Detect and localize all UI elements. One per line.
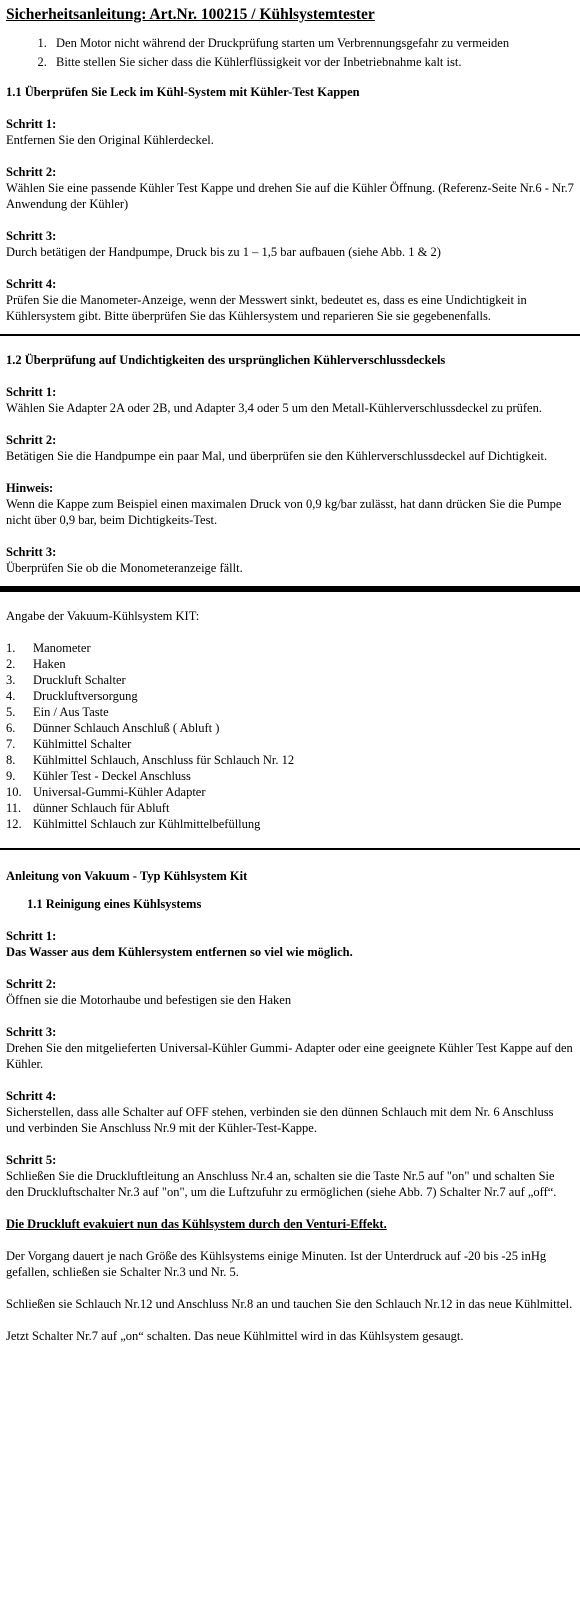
list-item-text: Haken [33, 657, 66, 671]
step-block [6, 228, 574, 260]
step-label: Schritt 2: [6, 433, 57, 447]
document-title: Sicherheitsanleitung: Art.Nr. 100215 / Kühlsystemtester [6, 6, 375, 23]
safety-item: 1. Den Motor nicht während der Druckprüfung starten um Verbrennungsgefahr zu vermeiden [50, 35, 574, 51]
step-block [6, 276, 574, 324]
divider [0, 848, 580, 850]
step-block [6, 164, 574, 212]
list-item-text: Kühlmittel Schlauch zur Kühlmittelbefüllung [33, 817, 261, 831]
list-item [6, 816, 574, 832]
list-item [6, 800, 574, 816]
step-block [6, 1024, 574, 1072]
list-item-number: 5. [6, 705, 16, 719]
step-block [6, 432, 574, 464]
list-item-text: Kühlmittel Schalter [33, 737, 132, 751]
step-label: Schritt 5: [6, 1153, 57, 1167]
step-label: Schritt 1: [6, 117, 57, 131]
step-text: Das Wasser aus dem Kühlersystem entfernen so viel wie möglich. [6, 945, 353, 959]
step-block [6, 976, 574, 1008]
step-text: Wählen Sie eine passende Kühler Test Kappe und drehen Sie auf die Kühler Öffnung. (Referenz-Seite Nr.6 - Nr.7 Anwendung der Kühler) [6, 181, 574, 211]
document-page [0, 5, 580, 1615]
divider-thick [0, 586, 580, 592]
list-item-number: 4. [6, 689, 16, 703]
step-label: Schritt 2: [6, 165, 57, 179]
step-text: Überprüfen Sie ob die Monometeranzeige fällt. [6, 561, 243, 575]
step-text: Schließen Sie die Druckluftleitung an Anschluss Nr.4 an, schalten sie die Taste Nr.5 auf "on" und schalten Sie den Druckluftschalter Nr.3 auf "on", um die Luftzufuhr zu ermöglichen (siehe Abb. 7) Schalter Nr.7 auf „off“. [6, 1169, 557, 1199]
list-item-text: Druckluft Schalter [33, 673, 126, 687]
step-text: Durch betätigen der Handpumpe, Druck bis zu 1 – 1,5 bar aufbauen (siehe Abb. 1 & 2) [6, 245, 441, 259]
step-label: Schritt 4: [6, 1089, 57, 1103]
step-label: Schritt 3: [6, 229, 57, 243]
list-item-number: 2. [6, 657, 16, 671]
step-label: Schritt 1: [6, 929, 57, 943]
section-heading-cap-test: 1.2 Überprüfung auf Undichtigkeiten des ursprünglichen Kühlerverschlussdeckels [6, 353, 446, 367]
step-block [6, 1088, 574, 1136]
step-block [6, 116, 574, 148]
list-item-number: 6. [6, 721, 16, 735]
step-block [6, 928, 574, 960]
list-item-text: Universal-Gummi-Kühler Adapter [33, 785, 206, 799]
step-text: Drehen Sie den mitgelieferten Universal-Kühler Gummi- Adapter oder eine geeignete Kühler Test Kappe auf den Kühler. [6, 1041, 573, 1071]
step-label: Schritt 4: [6, 277, 57, 291]
list-item-text: Dünner Schlauch Anschluß ( Abluft ) [33, 721, 220, 735]
step-text: Prüfen Sie die Manometer-Anzeige, wenn der Messwert sinkt, bedeutet es, dass es eine Undichtigkeit in Kühlersystem gibt. Bitte überprüfen Sie das Kühlersystem und reparieren Sie sie gegebenenfalls. [6, 293, 527, 323]
paragraph: Schließen sie Schlauch Nr.12 und Anschluss Nr.8 an und tauchen Sie den Schlauch Nr.12 in das neue Kühlmittel. [6, 1297, 573, 1311]
list-item [6, 720, 574, 736]
list-item-text: Druckluftversorgung [33, 689, 138, 703]
step-block [6, 384, 574, 416]
step-text: Entfernen Sie den Original Kühlerdeckel. [6, 133, 214, 147]
list-item-text: dünner Schlauch für Abluft [33, 801, 170, 815]
paragraph: Jetzt Schalter Nr.7 auf „on“ schalten. Das neue Kühlmittel wird in das Kühlsystem gesaugt. [6, 1329, 464, 1343]
list-item [6, 736, 574, 752]
note-text: Wenn die Kappe zum Beispiel einen maximalen Druck von 0,9 kg/bar zulässt, hat dann drücken Sie die Pumpe nicht über 0,9 bar, beim Dichtigkeits-Test. [6, 497, 562, 527]
list-item [6, 640, 574, 656]
kit-parts-list [6, 640, 574, 832]
step-text: Sicherstellen, dass alle Schalter auf OFF stehen, verbinden sie den dünnen Schlauch mit dem Nr. 6 Anschluss und verbinden Sie Anschluss Nr.9 mit der Kühler-Test-Kappe. [6, 1105, 554, 1135]
kit-heading: Angabe der Vakuum-Kühlsystem KIT: [6, 609, 200, 623]
safety-list [6, 35, 574, 70]
note-label: Hinweis: [6, 481, 54, 495]
paragraph: Der Vorgang dauert je nach Größe des Kühlsystems einige Minuten. Ist der Unterdruck auf -20 bis -25 inHg gefallen, schließen sie Schalter Nr.3 und Nr. 5. [6, 1249, 547, 1279]
list-item-text: Ein / Aus Taste [33, 705, 109, 719]
list-item-number: 1. [6, 641, 16, 655]
list-item-number: 9. [6, 769, 16, 783]
step-block [6, 544, 574, 576]
subsection-heading-cleaning: 1.1 Reinigung eines Kühlsystems [27, 897, 202, 911]
list-item-number: 7. [6, 737, 16, 751]
safety-item: 2. Bitte stellen Sie sicher dass die Kühlerflüssigkeit vor der Inbetriebnahme kalt ist. [50, 54, 574, 70]
list-item [6, 672, 574, 688]
list-item-text: Kühlmittel Schlauch, Anschluss für Schlauch Nr. 12 [33, 753, 295, 767]
list-item [6, 784, 574, 800]
list-item-number: 11. [6, 801, 22, 815]
note-block [6, 480, 574, 528]
list-item-number: 10. [6, 785, 22, 799]
step-label: Schritt 1: [6, 385, 57, 399]
step-label: Schritt 3: [6, 545, 57, 559]
list-item-number: 3. [6, 673, 16, 687]
list-item-number: 12. [6, 817, 22, 831]
divider [0, 334, 580, 336]
list-item-number: 8. [6, 753, 16, 767]
list-item-text: Manometer [33, 641, 91, 655]
list-item [6, 768, 574, 784]
step-text: Öffnen sie die Motorhaube und befestigen sie den Haken [6, 993, 292, 1007]
step-label: Schritt 3: [6, 1025, 57, 1039]
step-text: Wählen Sie Adapter 2A oder 2B, und Adapter 3,4 oder 5 um den Metall-Kühlerverschlussdeckel zu prüfen. [6, 401, 542, 415]
step-block [6, 1152, 574, 1200]
section-heading-vacuum: Anleitung von Vakuum - Typ Kühlsystem Kit [6, 869, 248, 883]
list-item [6, 752, 574, 768]
list-item [6, 704, 574, 720]
step-label: Schritt 2: [6, 977, 57, 991]
list-item [6, 688, 574, 704]
venturi-statement: Die Druckluft evakuiert nun das Kühlsystem durch den Venturi-Effekt. [6, 1217, 387, 1231]
section-heading-leak-test: 1.1 Überprüfen Sie Leck im Kühl-System mit Kühler-Test Kappen [6, 85, 360, 99]
step-text: Betätigen Sie die Handpumpe ein paar Mal, und überprüfen sie den Kühlerverschlussdeckel auf Dichtigkeit. [6, 449, 548, 463]
list-item [6, 656, 574, 672]
list-item-text: Kühler Test - Deckel Anschluss [33, 769, 191, 783]
